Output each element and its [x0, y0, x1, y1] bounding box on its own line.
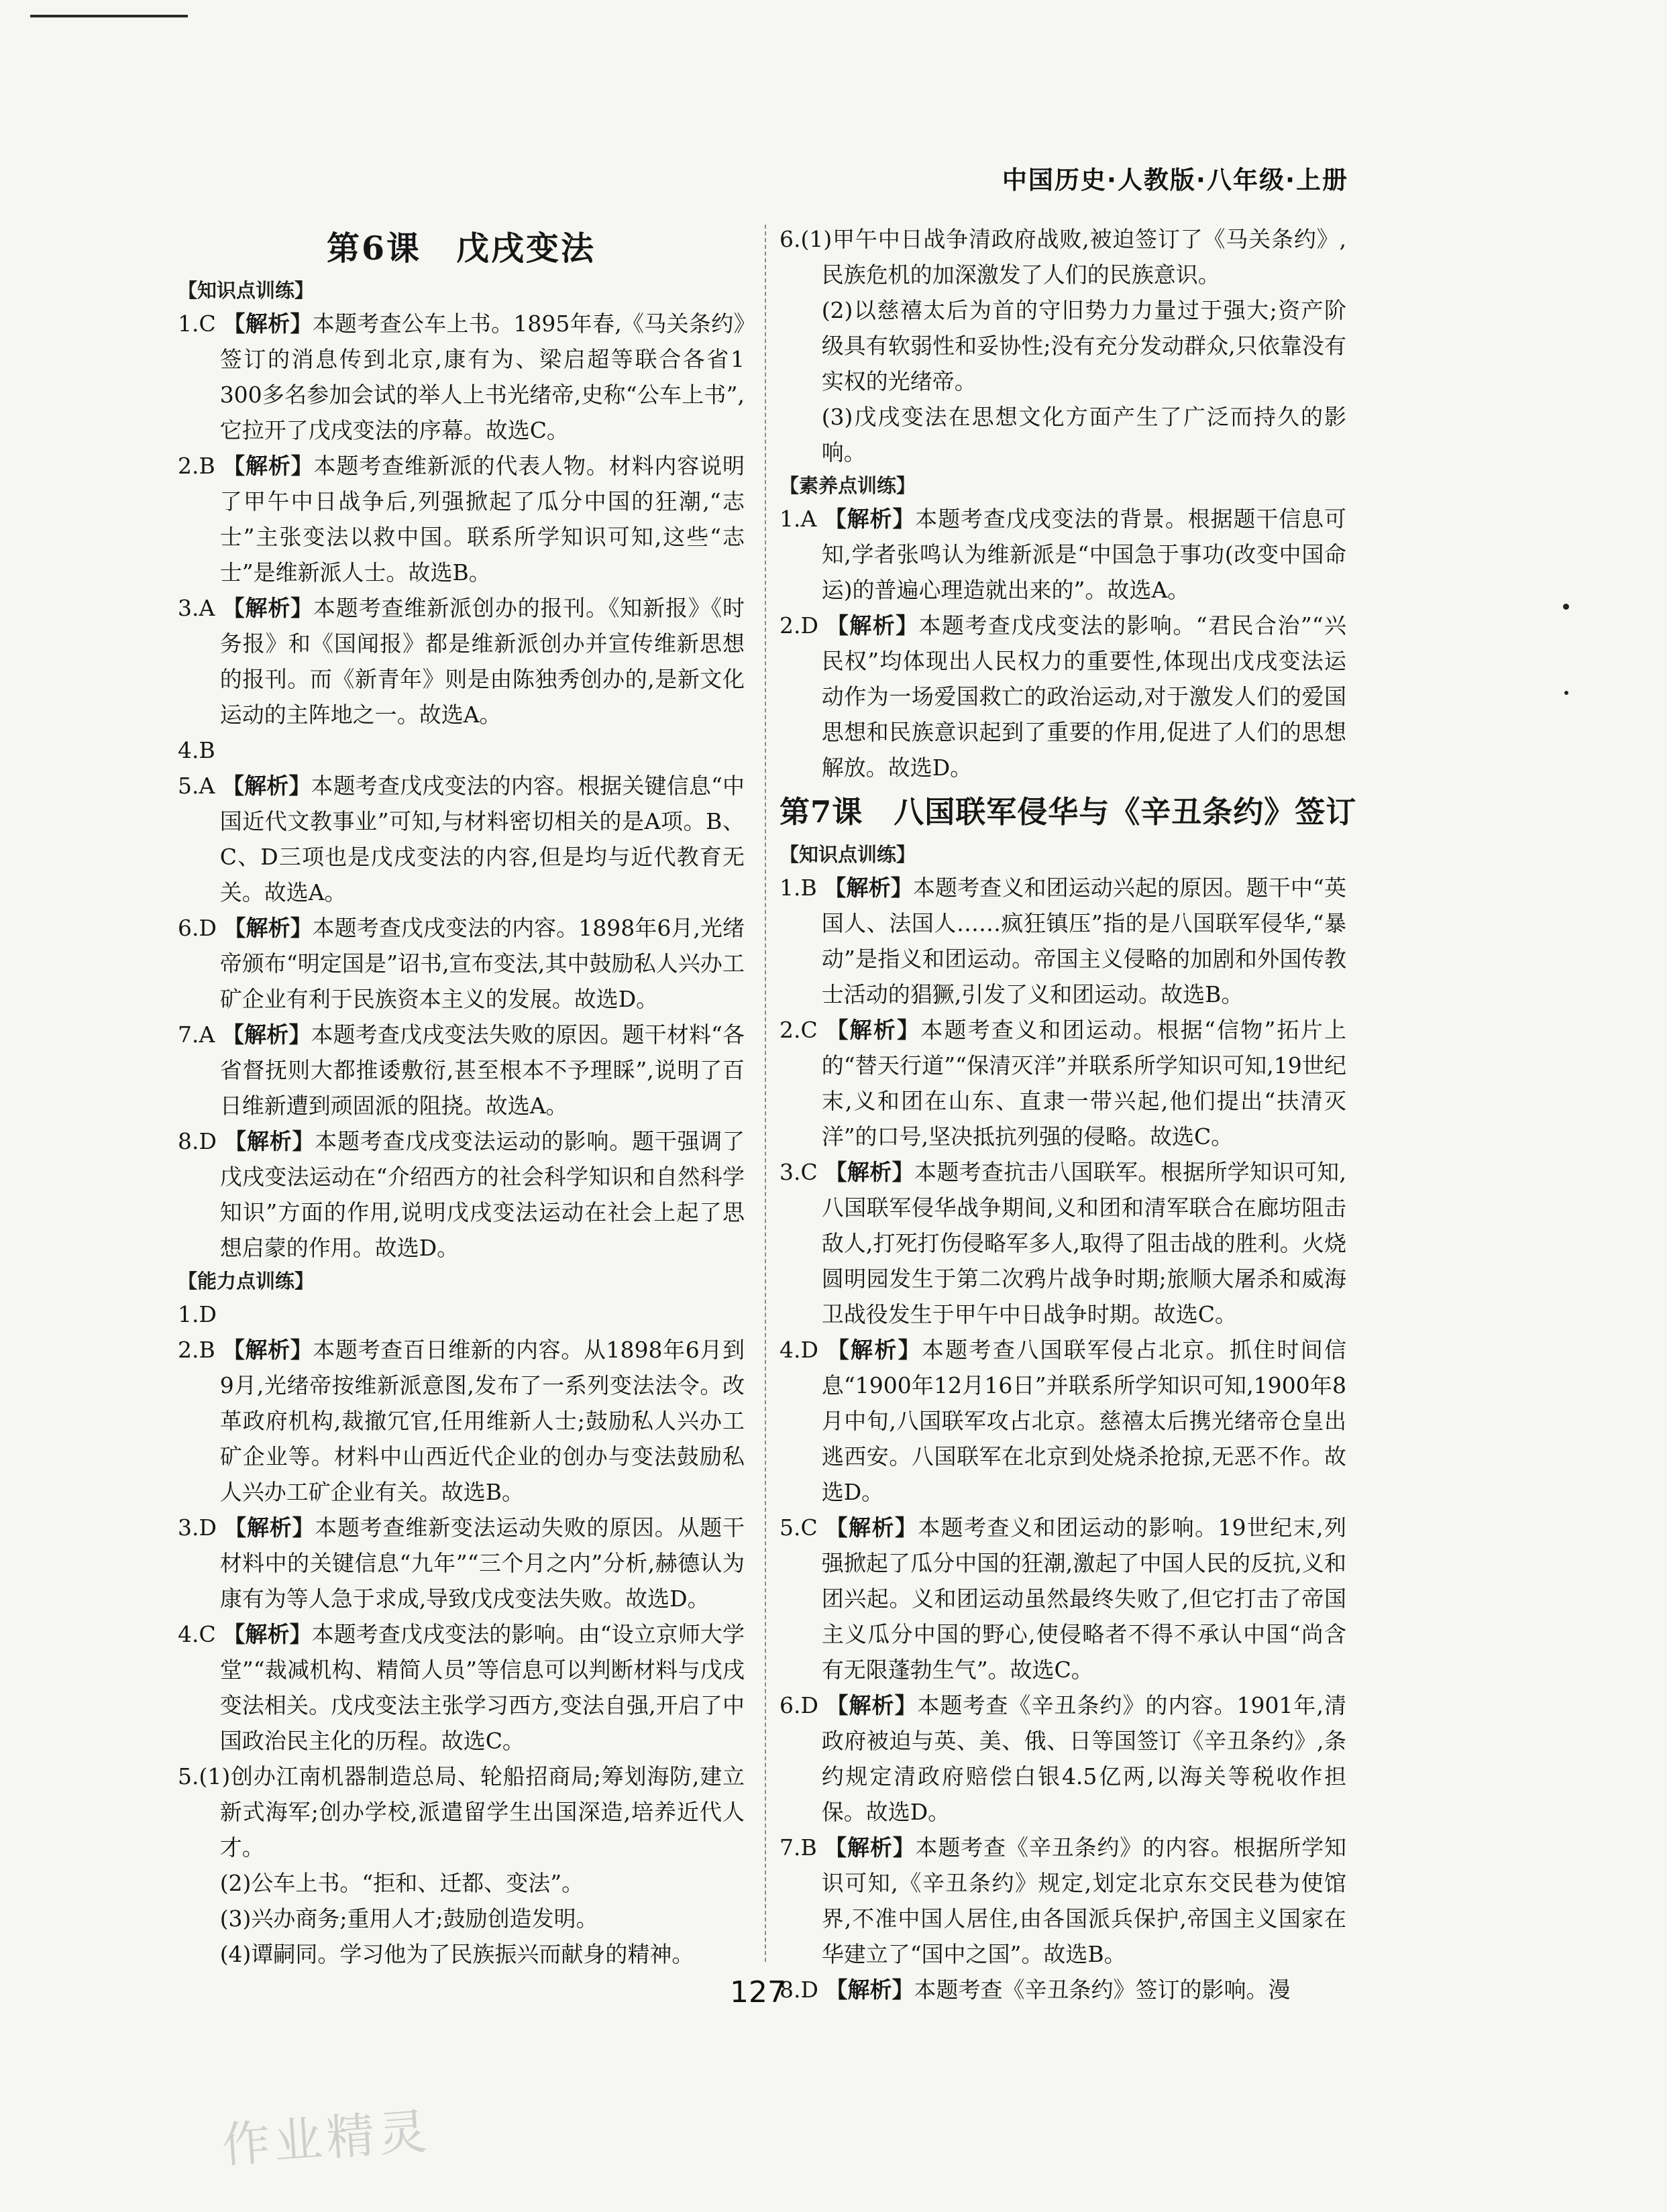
answer-item: 2.B 【解析】本题考查百日维新的内容。从1898年6月到9月,光绪帝按维新派意图,发布了一系列变法法令。改革政府机构,裁撤冗官,任用维新人士;鼓励私人兴办工矿企业等。材料中山西近代企业的创办与变法鼓励私人兴办工矿企业有关。故选B。 — [178, 1337, 745, 1505]
answer-item: 4.C 【解析】本题考查戊戌变法的影响。由“设立京师大学堂”“裁减机构、精简人员”等信息可以判断材料与戊戌变法相关。戊戌变法主张学习西方,变法自强,开启了中国政治民主化的历程。故选C。 — [178, 1621, 745, 1754]
left-column — [178, 221, 745, 1972]
answer-item: 1.A 【解析】本题考查戊戌变法的背景。根据题干信息可知,学者张鸣认为维新派是“中国急于事功(改变中国命运)的普遍心理造就出来的”。故选A。 — [779, 506, 1347, 603]
answer-item: 5.(1)创办江南机器制造总局、轮船招商局;筹划海防,建立新式海军;创办学校,派遣留学生出国深造,培养近代人才。 — [178, 1763, 745, 1861]
answer-subitem: (3)戊戌变法在思想文化方面产生了广泛而持久的影响。 — [821, 404, 1346, 465]
answer-item: 1.C 【解析】本题考查公车上书。1895年春,《马关条约》签订的消息传到北京,康有为、梁启超等联合各省1 300多名参加会试的举人上书光绪帝,史称“公车上书”,它拉开了戊戌变法的序幕。故选C。 — [178, 311, 745, 443]
answer-item: 8.D 【解析】本题考查戊戌变法运动的影响。题干强调了戊戌变法运动在“介绍西方的社会科学知识和自然科学知识”方面的作用,说明戊戌变法运动在社会上起了思想启蒙的作用。故选D。 — [178, 1128, 745, 1261]
answer-item: 4.D 【解析】本题考查八国联军侵占北京。抓住时间信息“1900年12月16日”并联系所学知识可知,1900年8月中旬,八国联军攻占北京。慈禧太后携光绪帝仓皇出逃西安。八国联军在北京到处烧杀抢掠,无恶不作。故选D。 — [779, 1337, 1347, 1505]
lesson-title: 第6课 戊戌变法 — [326, 229, 596, 268]
running-header: 中国历史·人教版·八年级·上册 — [1002, 166, 1348, 195]
answer-subitem: (2)以慈禧太后为首的守旧势力力量过于强大;资产阶级具有软弱性和妥协性;没有充分发动群众,只依靠没有实权的光绪帝。 — [821, 297, 1346, 394]
page-number: 127 — [730, 1975, 786, 2009]
answer-item: 8.D 【解析】本题考查《辛丑条约》签订的影响。漫 — [779, 1977, 1291, 2003]
answer-subitem: (4)谭嗣同。学习他为了民族振兴而献身的精神。 — [219, 1941, 694, 1967]
answer-item: 6.D 【解析】本题考查戊戌变法的内容。1898年6月,光绪帝颁布“明定国是”诏书,宣布变法,其中鼓励私人兴办工矿企业有利于民族资本主义的发展。故选D。 — [178, 915, 745, 1012]
margin-dot — [1563, 604, 1569, 610]
corner-rule — [30, 15, 188, 17]
answer-item: 2.B 【解析】本题考查维新派的代表人物。材料内容说明了甲午中日战争后,列强掀起了瓜分中国的狂潮,“志士”主张变法以救中国。联系所学知识可知,这些“志士”是维新派人士。故选B。 — [178, 453, 745, 586]
watermark: 作业精灵 — [219, 2103, 433, 2174]
answer-item: 5.C 【解析】本题考查义和团运动的影响。19世纪末,列强掀起了瓜分中国的狂潮,激起了中国人民的反抗,义和团兴起。义和团运动虽然最终失败了,但它打击了帝国主义瓜分中国的野心,使侵略者不得不承认中国“尚含有无限蓬勃生气”。故选C。 — [779, 1514, 1347, 1683]
answer-subitem: (2)公车上书。“拒和、迁都、变法”。 — [219, 1870, 584, 1896]
answer-item: 6.D 【解析】本题考查《辛丑条约》的内容。1901年,清政府被迫与英、美、俄、日等国签订《辛丑条约》,条约规定清政府赔偿白银4.5亿两,以海关等税收作担保。故选D。 — [779, 1692, 1346, 1825]
answer-item: 1.B 【解析】本题考查义和团运动兴起的原因。题干中“英国人、法国人……疯狂镇压”指的是八国联军侵华,“暴动”是指义和团运动。帝国主义侵略的加剧和外国传教士活动的猖獗,引发了义和团运动。故选B。 — [779, 875, 1347, 1007]
section-heading: 【能力点训练】 — [178, 1270, 315, 1292]
answer-item: 4.B — [178, 737, 215, 763]
section-heading: 【知识点训练】 — [178, 279, 315, 302]
answer-item: 7.B 【解析】本题考查《辛丑条约》的内容。根据所学知识可知,《辛丑条约》规定,划定北京东交民巷为使馆界,不准中国人居住,由各国派兵保护,帝国主义国家在华建立了“国中之国”。故选B。 — [779, 1834, 1346, 1967]
answer-item: 7.A 【解析】本题考查戊戌变法失败的原因。题干材料“各省督抚则大都推诿敷衍,甚至根本不予理睬”,说明了百日维新遭到顽固派的阻挠。故选A。 — [178, 1021, 745, 1119]
answer-item: 2.D 【解析】本题考查戊戌变法的影响。“君民合治”“兴民权”均体现出人民权力的重要性,体现出戊戌变法运动作为一场爱国救亡的政治运动,对于激发人们的爱国思想和民族意识起到了重要的作用,促进了人们的思想解放。故选D。 — [779, 612, 1346, 781]
answer-item: 3.A 【解析】本题考查维新派创办的报刊。《知新报》《时务报》和《国闻报》都是维新派创办并宣传维新思想的报刊。而《新青年》则是由陈独秀创办的,是新文化运动的主阵地之一。故选A。 — [178, 595, 745, 728]
answer-subitem: (3)兴办商务;重用人才;鼓励创造发明。 — [219, 1905, 598, 1932]
answer-item: 1.D — [178, 1301, 217, 1327]
section-heading: 【知识点训练】 — [779, 843, 916, 866]
answer-item: 5.A 【解析】本题考查戊戌变法的内容。根据关键信息“中国近代文教事业”可知,与材料密切相关的是A项。B、C、D三项也是戊戌变法的内容,但是均与近代教育无关。故选A。 — [178, 773, 745, 905]
answer-item: 6.(1)甲午中日战争清政府战败,被迫签订了《马关条约》,民族危机的加深激发了人们的民族意识。 — [779, 226, 1346, 288]
section-heading: 【素养点训练】 — [779, 474, 916, 497]
lesson-title: 第7课 八国联军侵华与《辛丑条约》签订 — [779, 794, 1357, 830]
right-column — [779, 221, 1357, 2007]
column-divider — [765, 225, 766, 1962]
answer-item: 3.D 【解析】本题考查维新变法运动失败的原因。从题干材料中的关键信息“九年”“三个月之内”分析,赫德认为康有为等人急于求成,导致戊戌变法失败。故选D。 — [178, 1514, 745, 1612]
margin-dot — [1564, 691, 1568, 695]
answer-item: 3.C 【解析】本题考查抗击八国联军。根据所学知识可知,八国联军侵华战争期间,义和团和清军联合在廊坊阻击敌人,打死打伤侵略军多人,取得了阻击战的胜利。火烧圆明园发生于第二次鸦片战争时期;旅顺大屠杀和威海卫战役发生于甲午中日战争时期。故选C。 — [779, 1159, 1347, 1327]
answer-item: 2.C 【解析】本题考查义和团运动。根据“信物”拓片上的“替天行道”“保清灭洋”并联系所学知识可知,19世纪末,义和团在山东、直隶一带兴起,他们提出“扶清灭洋”的口号,坚决抵抗列强的侵略。故选C。 — [779, 1017, 1346, 1150]
